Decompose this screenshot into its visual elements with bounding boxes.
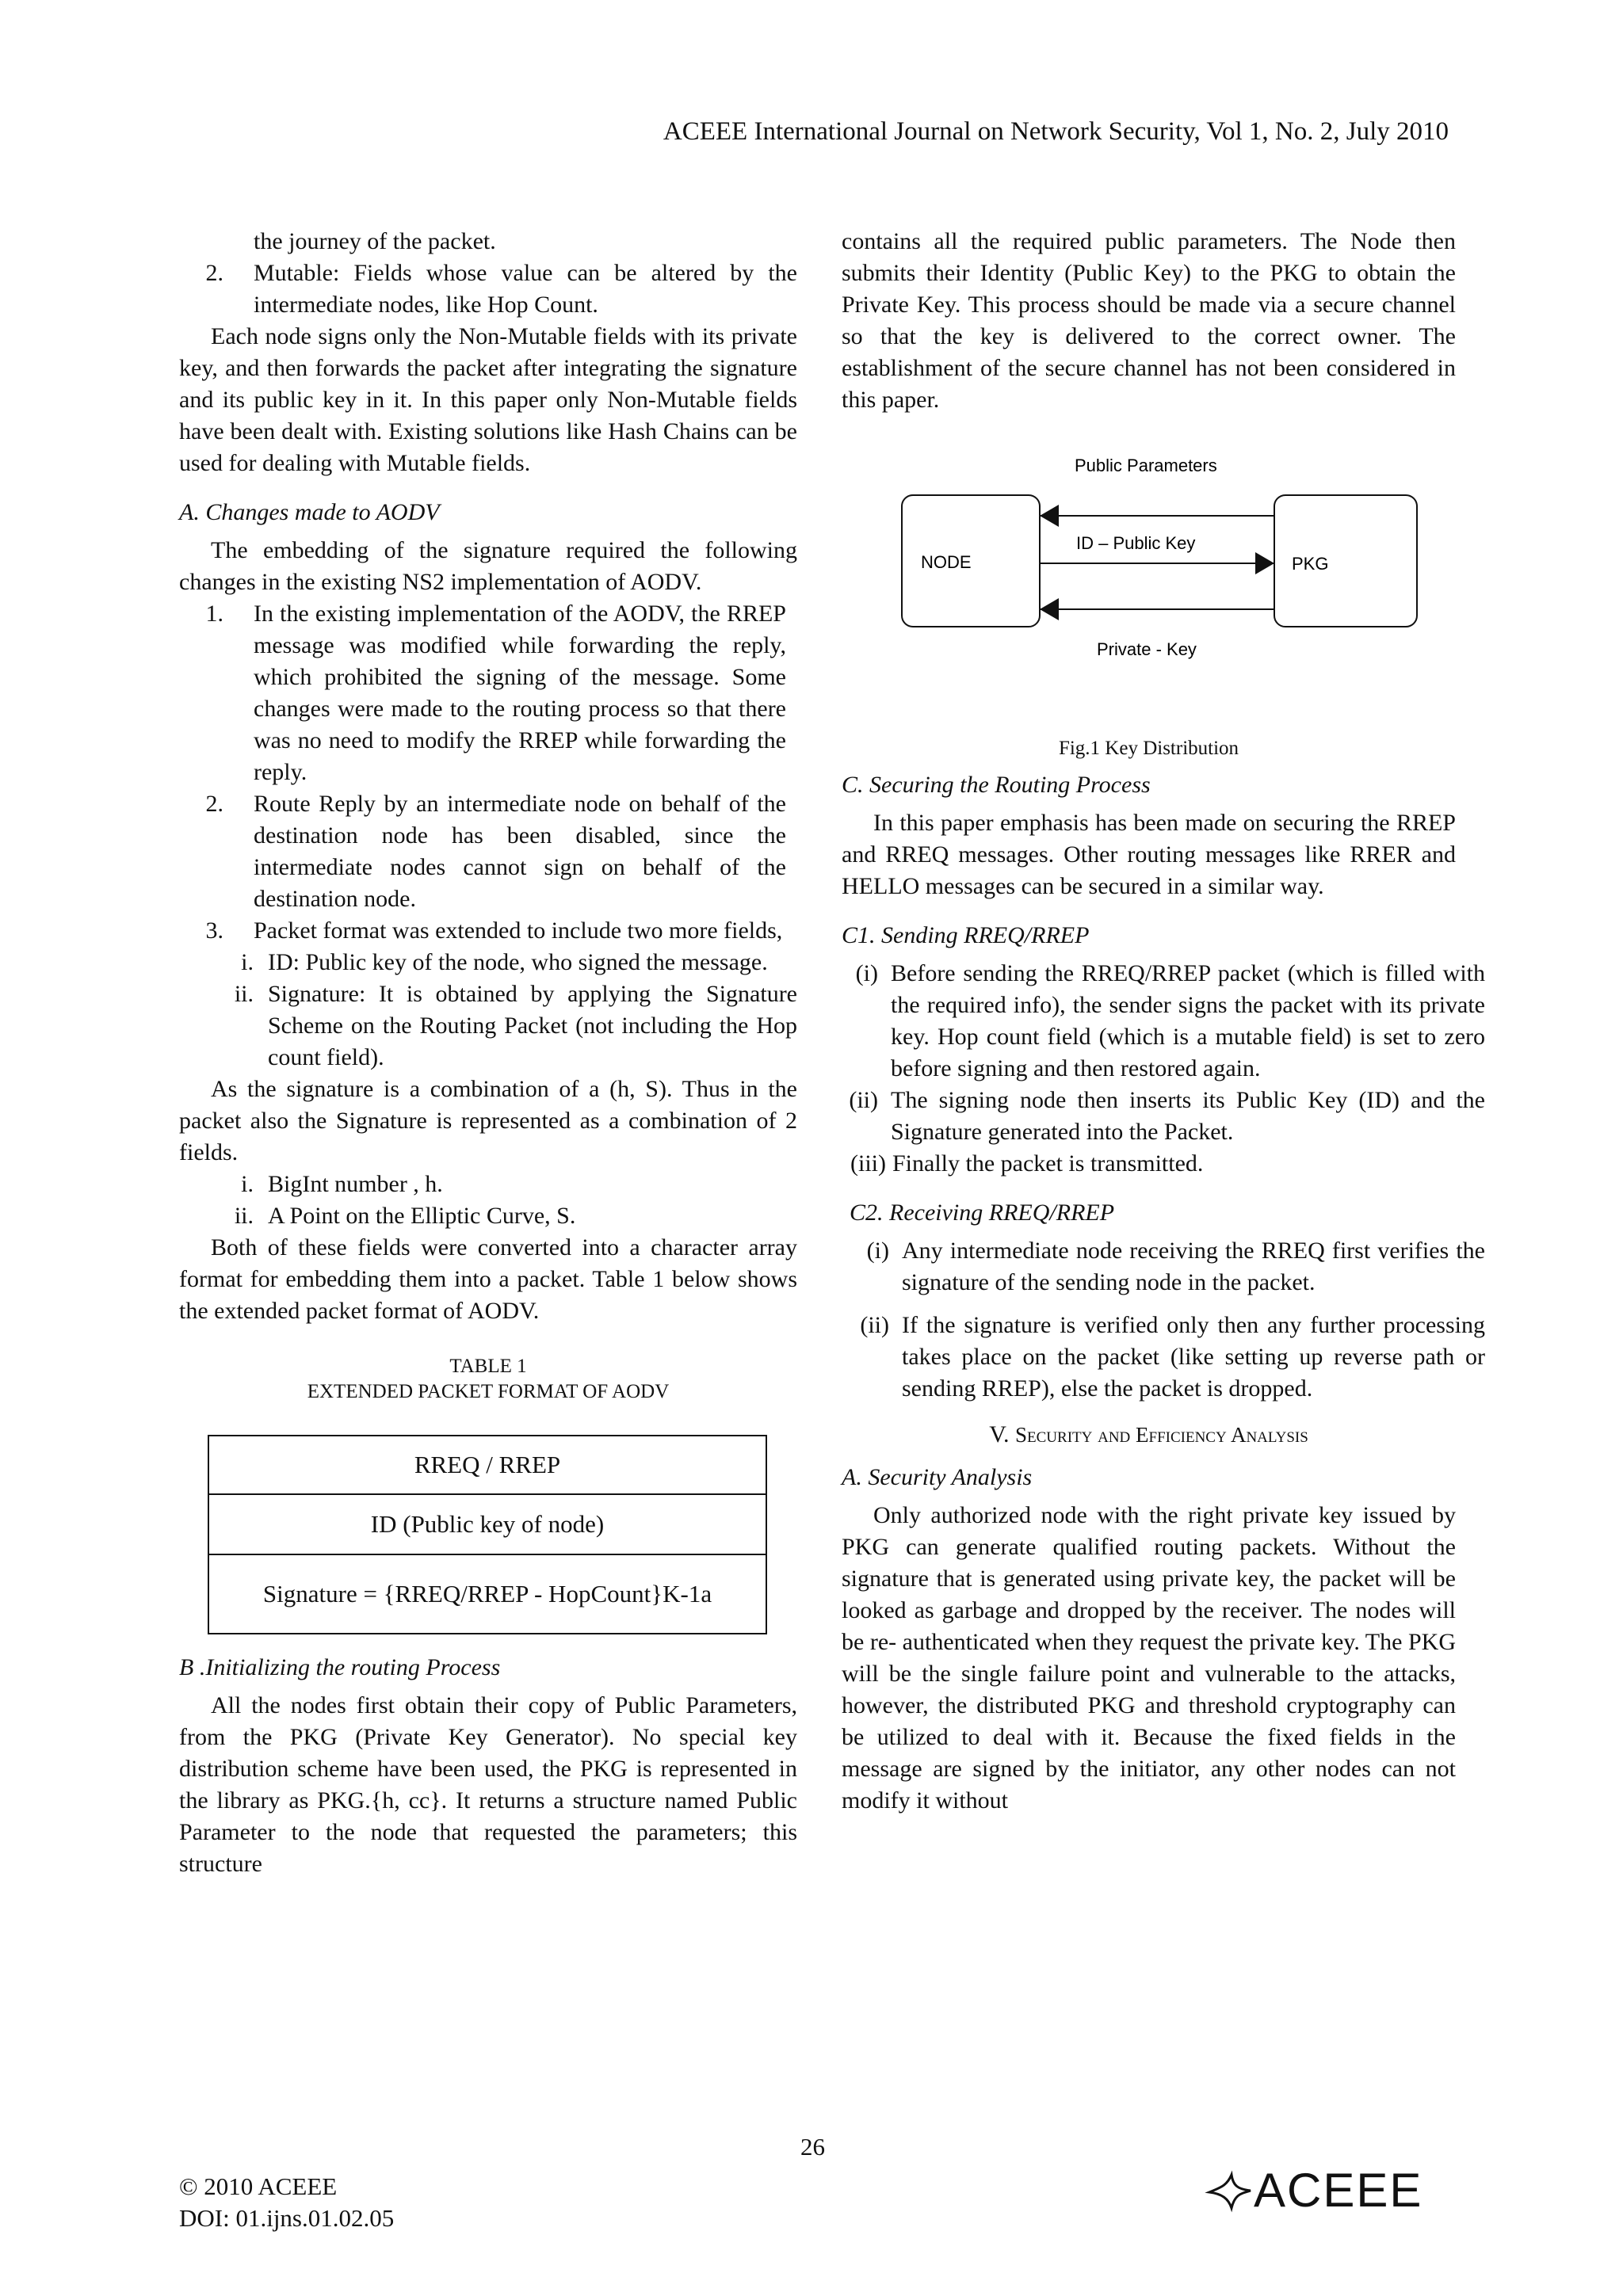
paragraph: The embedding of the signature required the following changes in the existing NS2 implementation of AODV.	[179, 537, 797, 595]
section-heading: C2. Receiving RREQ/RREP	[850, 1199, 1115, 1226]
list-item: 1. In the existing implementation of the AODV, the RREP message was modified while forwarding the reply, which prohibited the signing of the message. Some changes were made to the routing process so that there was no need to modify the RREP while forwarding the reply.	[205, 601, 786, 785]
table-cell: ID (Public key of node)	[208, 1494, 766, 1554]
packet-format-table	[208, 1435, 767, 1634]
paragraph: contains all the required public parameters. The Node then submits their Identity (Public Key) to the PKG to obtain the Private Key. This process should be made via a secure channel so that the key is delivered to the correct owner. The establishment of the secure channel has not been considered in this paper.	[842, 228, 1456, 413]
table-subtitle: EXTENDED PACKET FORMAT OF AODV	[307, 1381, 670, 1402]
list-item: (ii) If the signature is verified only then any further processing takes place on the packet (like setting up reverse path or sending RREP), else the packet is dropped.	[860, 1312, 1485, 1402]
list-item: (ii) The signing node then inserts its Public Key (ID) and the Signature generated into the Packet.	[849, 1087, 1485, 1145]
table-cell: Signature = {RREQ/RREP - HopCount}K-1a	[208, 1554, 766, 1634]
private-key-label: Private - Key	[1097, 639, 1197, 659]
section-heading: B .Initializing the routing Process	[179, 1654, 501, 1680]
section-heading: C1. Sending RREQ/RREP	[842, 922, 1090, 948]
right-column	[842, 226, 1485, 1817]
public-parameters-label: Public Parameters	[1075, 456, 1217, 475]
list-item: i. BigInt number , h.	[241, 1171, 443, 1197]
list-item: (iii) Finally the packet is transmitted.	[850, 1150, 1204, 1177]
paragraph: Only authorized node with the right private key issued by PKG can generate qualified routing packets. Without the signature that is generated using private key, the packet will be looked as garbage and dropped by the receiver. The nodes will be re- authenticated when they request the private key. The PKG will be the single failure point and vulnerable to the attacks, however, the distributed PKG and threshold cryptography can be utilized to deal with it. Because the fixed fields in the message are signed by the initiator, any other nodes can not modify it without	[842, 1502, 1456, 1814]
arrowhead-icon	[1040, 505, 1059, 527]
continued-line: the journey of the packet.	[254, 228, 496, 254]
list-item: 2. Route Reply by an intermediate node on behalf of the destination node has been disabled, since the intermediate nodes cannot sign on behalf of the destination node.	[205, 791, 786, 912]
arrowhead-icon	[1040, 598, 1059, 620]
paragraph: Each node signs only the Non-Mutable fields with its private key, and then forwards the packet after integrating the signature and its public key in it. In this paper only Non-Mutable fields have been dealt with. Existing solutions like Hash Chains can be used for dealing with Mutable fields.	[179, 323, 797, 476]
doi: DOI: 01.ijns.01.02.05	[179, 2204, 395, 2232]
paragraph: Both of these fields were converted into a character array format for embedding them into a packet. Table 1 below shows the extended packet format of AODV.	[179, 1234, 797, 1324]
paragraph: As the signature is a combination of a (h, S). Thus in the packet also the Signature is represented as a combination of 2 fields.	[179, 1076, 797, 1165]
aceee-logo	[1205, 2163, 1423, 2218]
paragraph: In this paper emphasis has been made on securing the RREP and RREQ messages. Other routing messages like RRER and HELLO messages can be secured in a similar way.	[842, 810, 1456, 899]
id-public-key-label: ID – Public Key	[1076, 533, 1196, 553]
list-item: ii. A Point on the Elliptic Curve, S.	[234, 1203, 576, 1229]
pkg-label: PKG	[1292, 554, 1329, 574]
star-logo-icon	[1205, 2168, 1254, 2213]
key-distribution-figure	[842, 441, 1444, 679]
figure-caption: Fig.1 Key Distribution	[1058, 738, 1239, 759]
list-item: (i) Before sending the RREQ/RREP packet (which is filled with the required info), the sender signs the packet with its private key. Hop count field (which is a mutable field) is set to zero before signing and then restored again.	[855, 960, 1485, 1081]
section-heading: A. Changes made to AODV	[179, 499, 440, 525]
paragraph: All the nodes first obtain their copy of Public Parameters, from the PKG (Private Key Generator). No special key distribution scheme have been used, the PKG is represented in the library as PKG.{h, cc}. It returns a structure named Public Parameter to the node that requested the parameters; this structure	[179, 1692, 797, 1877]
left-column	[179, 226, 797, 1880]
list-item: 2. Mutable: Fields whose value can be altered by the intermediate nodes, like Hop Count.	[205, 260, 797, 318]
section-heading: A. Security Analysis	[842, 1464, 1033, 1490]
section-number: V.	[989, 1421, 1010, 1447]
section-v-heading	[842, 1419, 1456, 1451]
section-heading: C. Securing the Routing Process	[842, 772, 1151, 798]
copyright: © 2010 ACEEE	[179, 2172, 338, 2200]
journal-header: ACEEE International Journal on Network Security, Vol 1, No. 2, July 2010	[663, 117, 1449, 146]
page-number: 26	[800, 2133, 825, 2161]
list-item: 3. Packet format was extended to include two more fields,	[205, 917, 783, 944]
arrowhead-icon	[1255, 552, 1274, 574]
footer	[179, 2171, 394, 2234]
node-label: NODE	[921, 552, 972, 572]
list-item: i. ID: Public key of the node, who signed the message.	[241, 949, 768, 975]
list-item: ii. Signature: It is obtained by applying the Signature Scheme on the Routing Packet (not including the Hop count field).	[234, 981, 797, 1070]
logo-text: ACEEE	[1254, 2164, 1423, 2217]
table-title: TABLE 1	[449, 1356, 527, 1377]
section-title: Security and Efficiency Analysis	[1015, 1423, 1308, 1447]
table-cell: RREQ / RREP	[208, 1436, 766, 1494]
list-item: (i) Any intermediate node receiving the RREQ first verifies the signature of the sending node in the packet.	[866, 1238, 1485, 1295]
